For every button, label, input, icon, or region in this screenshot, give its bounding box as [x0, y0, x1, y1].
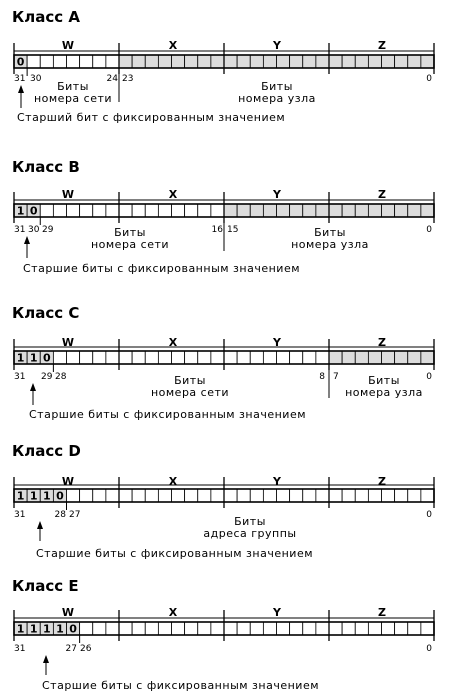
- class-c-host-label-2: номера узла: [345, 386, 423, 399]
- class-c-title: Класс C: [12, 304, 80, 322]
- class-e-bit-cell: [185, 622, 198, 635]
- class-b-bit-cell: [211, 204, 224, 217]
- class-d-byte-y: Y: [273, 475, 281, 488]
- class-b-bit-cell: [277, 204, 290, 217]
- class-e-bit-cell: [303, 622, 316, 635]
- class-e-bit-field: [14, 610, 434, 643]
- class-e-bit-cell: [198, 622, 211, 635]
- class-d-bit-0: 0: [426, 510, 432, 520]
- class-d-bit-cell: [303, 489, 316, 502]
- class-b-section: [12, 158, 434, 275]
- class-b-bit-cell: [93, 204, 106, 217]
- class-c-bit-cell: [80, 351, 93, 364]
- class-e-bit-cell: [382, 622, 395, 635]
- class-b-bit-cell: [250, 204, 263, 217]
- class-b-bit-16: 16: [211, 225, 223, 235]
- class-a-bit-cell: [329, 55, 342, 68]
- class-d-bit-cell: [421, 489, 434, 502]
- class-d-note: Старшие биты с фиксированным значением: [36, 547, 314, 560]
- class-c-bit-cell: [158, 351, 171, 364]
- class-d-bit-cell: [250, 489, 263, 502]
- class-c-bit-cell: [119, 351, 132, 364]
- class-b-title: Класс B: [12, 158, 80, 176]
- class-b-bit-cell: [316, 204, 329, 217]
- class-d-bit-cell: [132, 489, 145, 502]
- class-e-bit-cell: [263, 622, 276, 635]
- class-d-bit-cell: [145, 489, 158, 502]
- class-a-bit-31: 31: [14, 74, 26, 84]
- class-d-bit-cell: [355, 489, 368, 502]
- class-d-byte-z: Z: [378, 475, 386, 488]
- class-d-bit-27: 27: [69, 510, 81, 520]
- class-d-fixed-bit-value: 1: [42, 489, 51, 503]
- class-e-byte-z: Z: [378, 606, 386, 619]
- class-e-bit-cell: [119, 622, 132, 635]
- class-a-byte-y: Y: [273, 39, 281, 52]
- class-a-bit-cell: [27, 55, 40, 68]
- class-a-bit-cell: [342, 55, 355, 68]
- class-c-byte-w: W: [61, 336, 75, 349]
- class-a-title: Класс A: [12, 8, 80, 26]
- class-b-byte-x: X: [168, 188, 178, 201]
- class-e-bit-cell: [277, 622, 290, 635]
- class-a-bit-cell: [421, 55, 434, 68]
- class-a-bit-30: 30: [30, 74, 42, 84]
- class-e-bit-cell: [132, 622, 145, 635]
- class-a-bit-cell: [80, 55, 93, 68]
- class-d-group-label-1: Биты: [234, 515, 266, 528]
- class-d-fixed-bit-value: 0: [56, 489, 64, 503]
- class-a-bit-cell: [237, 55, 250, 68]
- class-b-bit-cell: [198, 204, 211, 217]
- class-e-bit-cell: [80, 622, 93, 635]
- class-c-bit-cell: [355, 351, 368, 364]
- class-a-bit-cell: [40, 55, 53, 68]
- class-d-bit-cell: [172, 489, 185, 502]
- class-c-bit-cell: [224, 351, 237, 364]
- class-b-bit-cell: [408, 204, 421, 217]
- class-b-bit-cell: [329, 204, 342, 217]
- class-c-bit-cell: [53, 351, 66, 364]
- class-c-network-label-2: номера сети: [150, 386, 230, 399]
- class-a-bit-cell: [211, 55, 224, 68]
- class-e-bit-cell: [237, 622, 250, 635]
- class-b-bit-cell: [145, 204, 158, 217]
- class-e-bit-0: 0: [426, 644, 432, 654]
- class-e-bit-27: 27: [65, 644, 77, 654]
- class-a-bit-cell: [316, 55, 329, 68]
- class-c-bit-cell: [382, 351, 395, 364]
- class-b-bit-cell: [290, 204, 303, 217]
- class-c-bit-cell: [290, 351, 303, 364]
- class-c-bit-31: 31: [14, 372, 26, 382]
- class-b-byte-w: W: [61, 188, 75, 201]
- class-a-bit-0: 0: [426, 74, 432, 84]
- class-a-network-label-2: номера сети: [33, 92, 113, 105]
- class-e-bit-cell: [224, 622, 237, 635]
- class-c-byte-x: X: [168, 336, 178, 349]
- class-c-bit-0: 0: [426, 372, 432, 382]
- class-d-bit-cell: [224, 489, 237, 502]
- class-d-bit-cell: [237, 489, 250, 502]
- class-d-byte-x: X: [168, 475, 178, 488]
- class-c-bit-cell: [172, 351, 185, 364]
- class-d-bit-cell: [106, 489, 119, 502]
- class-b-bit-cell: [368, 204, 381, 217]
- class-a-bit-cell: [198, 55, 211, 68]
- class-a-bit-cell: [106, 55, 119, 68]
- class-a-host-label-1: Биты: [261, 80, 293, 93]
- class-b-bit-cell: [342, 204, 355, 217]
- class-d-section: [12, 442, 434, 560]
- class-b-bit-field: [14, 192, 434, 251]
- class-c-bit-28: 28: [55, 372, 67, 382]
- class-b-bit-29: 29: [42, 225, 54, 235]
- class-d-byte-w: W: [61, 475, 75, 488]
- class-e-fixed-bit-value: 1: [16, 622, 25, 636]
- class-c-bit-cell: [408, 351, 421, 364]
- class-d-bit-cell: [263, 489, 276, 502]
- class-b-bit-cell: [382, 204, 395, 217]
- class-b-bit-cell: [263, 204, 276, 217]
- class-b-bit-cell: [119, 204, 132, 217]
- class-a-byte-w: W: [61, 39, 75, 52]
- class-e-bit-cell: [342, 622, 355, 635]
- class-e-bit-cell: [145, 622, 158, 635]
- class-e-bit-cell: [329, 622, 342, 635]
- class-a-bit-cell: [93, 55, 106, 68]
- class-e-fixed-bit-value: 0: [69, 622, 77, 636]
- class-c-bit-cell: [211, 351, 224, 364]
- class-c-bit-cell: [395, 351, 408, 364]
- class-e-byte-y: Y: [273, 606, 281, 619]
- class-d-title: Класс D: [12, 442, 81, 460]
- class-a-bit-cell: [119, 55, 132, 68]
- class-c-bit-cell: [93, 351, 106, 364]
- class-d-bit-field: [14, 477, 434, 510]
- class-d-bit-cell: [158, 489, 171, 502]
- class-c-byte-z: Z: [378, 336, 386, 349]
- class-e-fixed-bit-value: 1: [42, 622, 51, 636]
- class-a-host-label-2: номера узла: [238, 92, 316, 105]
- class-e-section: [12, 577, 434, 692]
- class-c-byte-y: Y: [273, 336, 281, 349]
- class-e-bit-cell: [395, 622, 408, 635]
- class-c-bit-cell: [316, 351, 329, 364]
- class-d-bit-cell: [408, 489, 421, 502]
- class-a-byte-x: X: [168, 39, 178, 52]
- class-a-bit-24: 24: [106, 74, 118, 84]
- class-e-bit-cell: [421, 622, 434, 635]
- class-b-host-label-1: Биты: [314, 226, 346, 239]
- class-c-bit-cell: [145, 351, 158, 364]
- class-a-bit-23: 23: [122, 74, 134, 84]
- class-b-bit-cell: [185, 204, 198, 217]
- class-a-byte-z: Z: [378, 39, 386, 52]
- class-e-bit-cell: [158, 622, 171, 635]
- class-d-bit-28: 28: [54, 510, 66, 520]
- class-e-bit-31: 31: [14, 644, 26, 654]
- class-a-bit-cell: [395, 55, 408, 68]
- class-c-bit-cell: [250, 351, 263, 364]
- class-b-bit-30: 30: [28, 225, 40, 235]
- class-a-bit-cell: [263, 55, 276, 68]
- class-b-bit-cell: [40, 204, 53, 217]
- class-c-network-label-1: Биты: [174, 374, 206, 387]
- class-b-bit-cell: [53, 204, 66, 217]
- class-e-bit-cell: [368, 622, 381, 635]
- class-e-bit-cell: [172, 622, 185, 635]
- class-e-bit-cell: [211, 622, 224, 635]
- class-d-bit-31: 31: [14, 510, 26, 520]
- class-b-fixed-bit-value: 1: [16, 204, 25, 218]
- class-a-bit-cell: [382, 55, 395, 68]
- class-a-bit-cell: [303, 55, 316, 68]
- class-b-host-label-2: номера узла: [291, 238, 369, 251]
- class-c-bit-cell: [132, 351, 145, 364]
- class-a-bit-cell: [277, 55, 290, 68]
- class-e-fixed-bit-value: 1: [56, 622, 64, 636]
- class-b-bit-cell: [106, 204, 119, 217]
- class-b-bit-cell: [132, 204, 145, 217]
- class-b-bit-cell: [355, 204, 368, 217]
- class-a-bit-cell: [355, 55, 368, 68]
- class-e-bit-cell: [106, 622, 119, 635]
- class-c-bit-cell: [185, 351, 198, 364]
- class-d-bit-cell: [382, 489, 395, 502]
- class-a-note: Старший бит с фиксированным значением: [17, 111, 286, 124]
- class-e-bit-cell: [290, 622, 303, 635]
- class-e-bit-26: 26: [80, 644, 92, 654]
- class-d-bit-cell: [316, 489, 329, 502]
- class-e-fixed-bit-value: 1: [29, 622, 38, 636]
- class-a-bit-cell: [132, 55, 145, 68]
- class-d-bit-cell: [93, 489, 106, 502]
- class-b-bit-cell: [224, 204, 237, 217]
- class-c-bit-cell: [67, 351, 80, 364]
- class-d-bit-cell: [329, 489, 342, 502]
- class-a-section: [12, 8, 434, 124]
- class-b-fixed-bit-value: 0: [29, 204, 38, 218]
- class-d-bit-cell: [80, 489, 93, 502]
- class-b-byte-y: Y: [273, 188, 281, 201]
- class-b-byte-z: Z: [378, 188, 386, 201]
- class-c-bit-cell: [198, 351, 211, 364]
- class-b-bit-cell: [158, 204, 171, 217]
- class-c-bit-cell: [303, 351, 316, 364]
- class-b-note: Старшие биты с фиксированным значением: [23, 262, 301, 275]
- class-c-bit-cell: [106, 351, 119, 364]
- class-a-bit-cell: [67, 55, 80, 68]
- class-a-bit-cell: [145, 55, 158, 68]
- class-c-fixed-bit-value: 1: [16, 351, 25, 365]
- class-e-note: Старшие биты с фиксированным значением: [42, 679, 320, 692]
- class-a-bit-cell: [185, 55, 198, 68]
- class-d-group-label-2: адреса группы: [203, 527, 297, 540]
- class-b-bit-cell: [172, 204, 185, 217]
- class-b-bit-31: 31: [14, 225, 26, 235]
- class-e-byte-x: X: [168, 606, 178, 619]
- class-b-bit-cell: [80, 204, 93, 217]
- class-e-bit-cell: [316, 622, 329, 635]
- class-c-bit-cell: [277, 351, 290, 364]
- class-e-bit-cell: [355, 622, 368, 635]
- class-c-bit-cell: [342, 351, 355, 364]
- class-e-bit-cell: [408, 622, 421, 635]
- class-a-bit-cell: [408, 55, 421, 68]
- class-a-bit-cell: [368, 55, 381, 68]
- class-d-fixed-bit-value: 1: [16, 489, 25, 503]
- class-e-bit-cell: [250, 622, 263, 635]
- class-d-bit-cell: [198, 489, 211, 502]
- class-b-bit-cell: [237, 204, 250, 217]
- class-e-bit-cell: [93, 622, 106, 635]
- class-c-bit-7: 7: [333, 372, 339, 382]
- class-c-bit-cell: [263, 351, 276, 364]
- class-b-bit-cell: [67, 204, 80, 217]
- class-b-network-label-2: номера сети: [90, 238, 170, 251]
- class-d-bit-cell: [67, 489, 80, 502]
- class-c-note: Старшие биты с фиксированным значением: [29, 408, 307, 421]
- class-a-bit-cell: [172, 55, 185, 68]
- class-b-bit-15: 15: [227, 225, 239, 235]
- class-c-bit-cell: [421, 351, 434, 364]
- class-d-bit-cell: [277, 489, 290, 502]
- class-b-bit-cell: [421, 204, 434, 217]
- class-a-network-label-1: Биты: [57, 80, 89, 93]
- class-c-bit-cell: [237, 351, 250, 364]
- class-e-byte-w: W: [61, 606, 75, 619]
- class-a-bit-cell: [224, 55, 237, 68]
- class-c-bit-29: 29: [41, 372, 53, 382]
- class-b-bit-0: 0: [426, 225, 432, 235]
- class-a-bit-cell: [158, 55, 171, 68]
- class-d-bit-cell: [185, 489, 198, 502]
- class-c-bit-8: 8: [319, 372, 325, 382]
- class-c-fixed-bit-value: 1: [29, 351, 38, 365]
- class-d-bit-cell: [342, 489, 355, 502]
- class-c-bit-cell: [368, 351, 381, 364]
- class-d-bit-cell: [119, 489, 132, 502]
- class-b-bit-cell: [303, 204, 316, 217]
- class-c-section: [12, 304, 434, 421]
- class-a-fixed-bit-value: 0: [16, 55, 25, 69]
- class-c-fixed-bit-value: 0: [42, 351, 51, 365]
- class-d-bit-cell: [368, 489, 381, 502]
- class-d-fixed-bit-value: 1: [29, 489, 38, 503]
- class-e-title: Класс E: [12, 577, 79, 595]
- class-a-bit-cell: [250, 55, 263, 68]
- class-a-bit-cell: [53, 55, 66, 68]
- class-a-bit-cell: [290, 55, 303, 68]
- class-d-bit-cell: [395, 489, 408, 502]
- class-d-bit-cell: [290, 489, 303, 502]
- class-c-host-label-1: Биты: [368, 374, 400, 387]
- class-b-bit-cell: [395, 204, 408, 217]
- class-b-network-label-1: Биты: [114, 226, 146, 239]
- class-c-bit-cell: [329, 351, 342, 364]
- class-d-bit-cell: [211, 489, 224, 502]
